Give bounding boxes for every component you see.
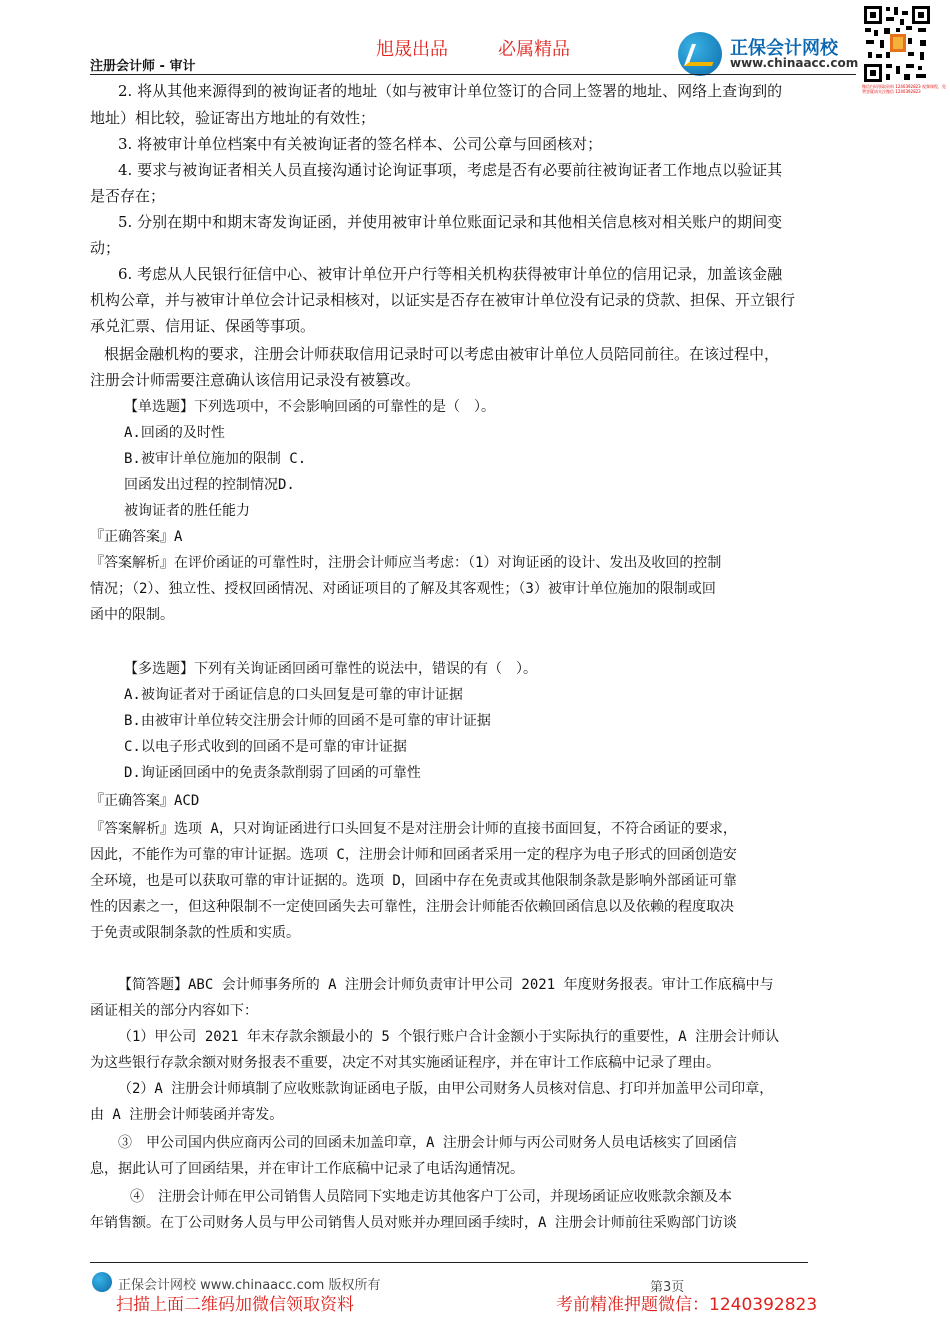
body-line-7: 动；: [90, 239, 121, 257]
q3-stem-1: 【简答题】ABC 会计师事务所的 A 注册会计师负责审计甲公司 2021 年度财务报表。审计工作底稿中与: [118, 977, 774, 993]
q3-item-3a: ③ 甲公司国内供应商丙公司的回函未加盖印章，A 注册会计师与丙公司财务人员电话核实了回函信: [118, 1135, 737, 1151]
footer-rule: [90, 1262, 808, 1263]
q1-option-a: A.回函的及时性: [124, 425, 225, 441]
footer-page-number: 第3页: [650, 1280, 685, 1295]
q1-option-d: 被询证者的胜任能力: [124, 503, 250, 519]
q2-option-d: D.询证函回函中的免责条款削弱了回函的可靠性: [124, 765, 421, 781]
body-line-6: 5. 分别在期中和期末寄发询证函，并使用被审计单位账面记录和其他相关信息核对相关账户的期间变: [118, 213, 783, 231]
q2-explanation-2: 因此，不能作为可靠的审计证据。选项 C，注册会计师和回函者采用一定的程序为电子形式的回函创造安: [90, 847, 737, 863]
q3-item-4b: 年销售额。在丁公司财务人员与甲公司销售人员对账并办理回函手续时，A 注册会计师前往采购部门访谈: [90, 1215, 737, 1231]
qr-code-icon: [862, 4, 932, 84]
q2-option-b: B.由被审计单位转交注册会计师的回函不是可靠的审计证据: [124, 713, 491, 729]
logo-emblem-icon: [678, 32, 722, 76]
q1-stem: 【单选题】下列选项中，不会影响回函的可靠性的是（ ）。: [124, 399, 495, 415]
q1-answer: 『正确答案』A: [90, 529, 183, 545]
q3-item-2a: （2）A 注册会计师填制了应收账款询证函电子版，由甲公司财务人员核对信息、打印并加盖甲公司印章，: [118, 1081, 774, 1097]
q3-stem-2: 函证相关的部分内容如下：: [90, 1003, 258, 1019]
body-line-3: 3. 将被审计单位档案中有关被询证者的签名样本、公司公章与回函核对；: [118, 135, 603, 153]
body-line-12: 注册会计师需要注意确认该信用记录没有被篡改。: [90, 371, 421, 389]
q1-explanation-3: 函中的限制。: [90, 607, 174, 623]
q2-option-c: C.以电子形式收到的回函不是可靠的审计证据: [124, 739, 407, 755]
logo-url: www.chinaacc.com: [730, 56, 859, 70]
footer-logo-icon: [92, 1272, 112, 1292]
body-line-5: 是否存在；: [90, 187, 166, 205]
body-line-1: 2. 将从其他来源得到的被询证者的地址（如与被审计单位签订的合同上签署的地址、网络上查询到的: [118, 82, 783, 100]
q3-item-3b: 息，据此认可了回函结果，并在审计工作底稿中记录了电话沟通情况。: [90, 1161, 524, 1177]
q1-option-c: 回函发出过程的控制情况D.: [124, 477, 295, 493]
q2-explanation-5: 于免责或限制条款的性质和实质。: [90, 925, 300, 941]
q2-answer: 『正确答案』ACD: [90, 793, 200, 809]
footer-copyright: 正保会计网校 www.chinaacc.com 版权所有: [118, 1278, 381, 1293]
header-rule: [90, 74, 856, 75]
brand-right-text: 必属精品: [498, 39, 570, 60]
q3-item-1b: 为这些银行存款余额对财务报表不重要，决定不对其实施函证程序，并在审计工作底稿中记录了理由。: [90, 1055, 720, 1071]
q2-option-a: A.被询证者对于函证信息的口头回复是可靠的审计证据: [124, 687, 463, 703]
footer-promo-right: 考前精准押题微信：1240392823: [556, 1295, 818, 1315]
q2-explanation-4: 性的因素之一，但这种限制不一定使回函失去可靠性，注册会计师能否依赖回函信息以及依赖的程度取决: [90, 899, 734, 915]
q1-explanation-2: 情况；（2）、独立性、授权回函情况、对函证项目的了解及其客观性；（3）被审计单位施加的限制或回: [90, 581, 716, 597]
q3-item-2b: 由 A 注册会计师装函并寄发。: [90, 1107, 284, 1123]
chinaacc-logo: [678, 30, 858, 76]
q2-stem: 【多选题】下列有关询证函回函可靠性的说法中，错误的有（ ）。: [124, 661, 537, 677]
body-line-4: 4. 要求与被询证者相关人员直接沟通讨论询证事项，考虑是否有必要前往被询证者工作地点以验证其: [118, 161, 783, 179]
qr-note: 微信扫码领取资料 1240392823 视频课程，免费答疑请关注微信 1240392823: [862, 84, 946, 94]
body-line-2: 地址）相比较，验证寄出方地址的有效性；: [90, 109, 376, 127]
q3-item-1a: （1）甲公司 2021 年末存款余额最小的 5 个银行账户合计金额小于实际执行的重要性，A 注册会计师认: [118, 1029, 780, 1045]
q2-explanation-3: 全环境，也是可以获取可靠的审计证据的。选项 D，回函中存在免责或其他限制条款是影响外部函证可靠: [90, 873, 737, 889]
body-line-8: 6. 考虑从人民银行征信中心、被审计单位开户行等相关机构获得被审计单位的信用记录，加盖该金融: [118, 265, 783, 283]
body-line-11: 根据金融机构的要求，注册会计师获取信用记录时可以考虑由被审计单位人员陪同前往。在该过程中，: [104, 345, 780, 363]
q1-explanation-1: 『答案解析』在评价函证的可靠性时，注册会计师应当考虑：（1）对询证函的设计、发出及收回的控制: [90, 555, 722, 571]
body-line-10: 承兑汇票、信用证、保函等事项。: [90, 317, 316, 335]
body-line-9: 机构公章，并与被审计单位会计记录相核对，以证实是否存在被审计单位没有记录的贷款、担保、开立银行: [90, 291, 796, 309]
brand-left-text: 旭晟出品: [376, 39, 448, 60]
footer-promo-left: 扫描上面二维码加微信领取资料: [116, 1295, 354, 1315]
q2-explanation-1: 『答案解析』选项 A，只对询证函进行口头回复不是对注册会计师的直接书面回复，不符合函证的要求，: [90, 821, 737, 837]
subject-title: 注册会计师 - 审计: [90, 59, 196, 74]
logo-name: 正保会计网校: [730, 38, 838, 59]
q1-option-b: B.被审计单位施加的限制 C.: [124, 451, 307, 467]
q3-item-4a: ④ 注册会计师在甲公司销售人员陪同下实地走访其他客户丁公司，并现场函证应收账款余额及本: [130, 1189, 732, 1205]
